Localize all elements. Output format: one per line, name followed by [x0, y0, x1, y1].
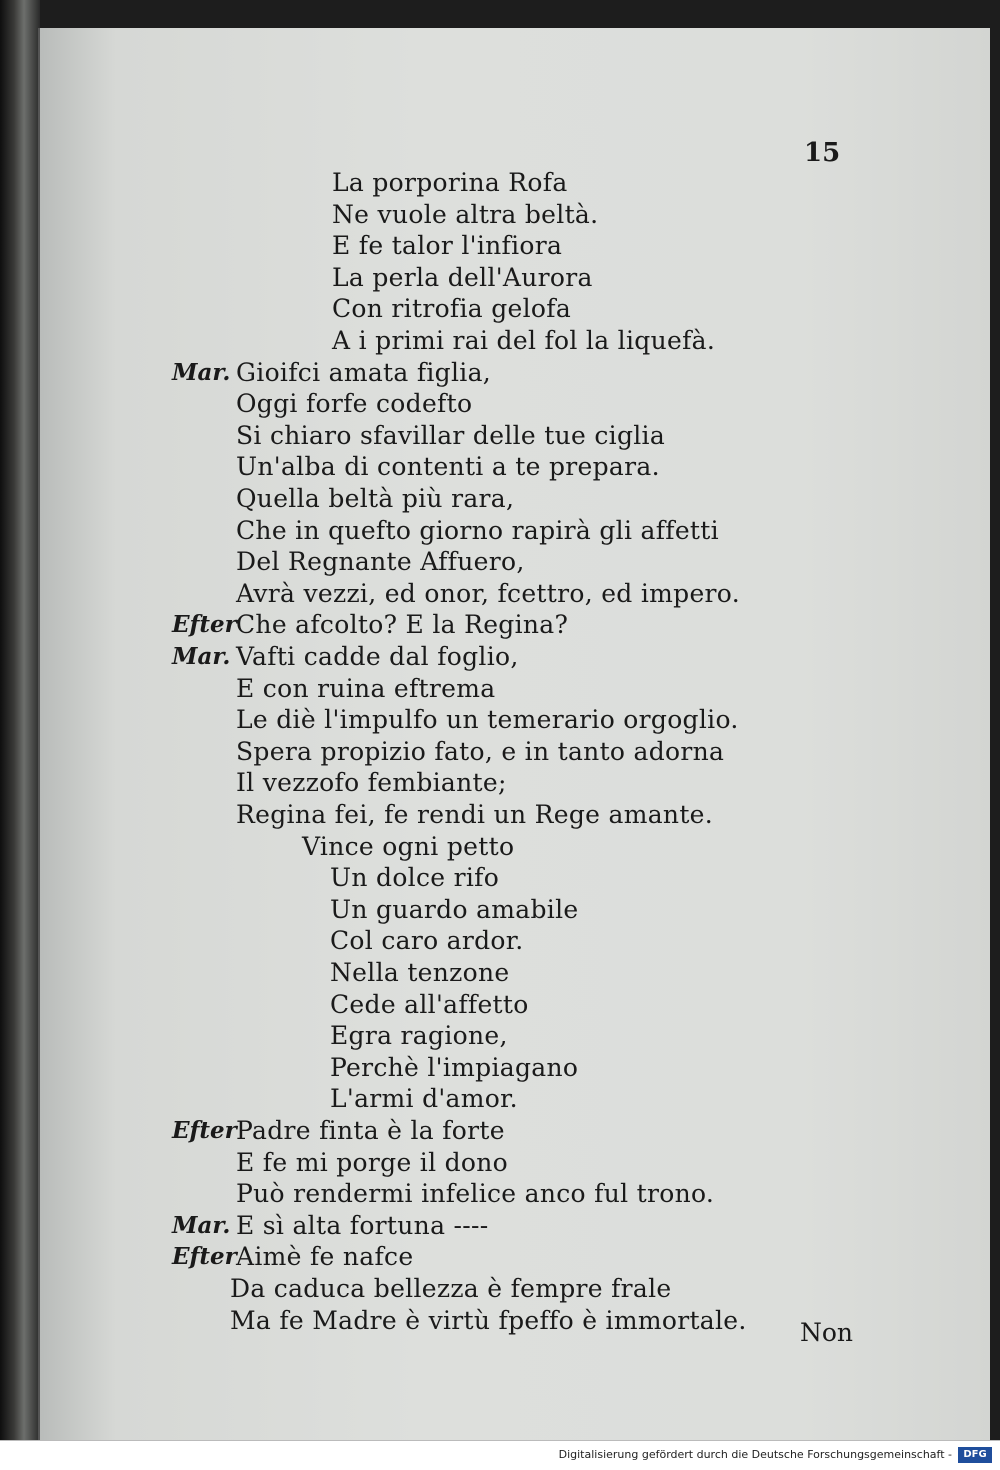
verse-line: Un'alba di contenti a te prepara. [236, 452, 660, 482]
verse-line: Nella tenzone [330, 958, 510, 987]
verse-line: Col caro ardor. [330, 926, 524, 956]
verse-line: Egra ragione, [330, 1021, 508, 1051]
verse-line: Regina fei, fe rendi un Rege amante. [236, 800, 714, 829]
verse-line: Spera propizio fato, e in tanto adorna [236, 736, 725, 766]
verse-line: Un guardo amabile [330, 894, 579, 924]
speaker-label: Mar. [172, 358, 231, 386]
speaker-label: Mar. [172, 643, 231, 670]
verse-line: Il vezzofo fembiante; [236, 768, 507, 798]
page-text [40, 28, 990, 1440]
verse-line: La porporina Rofa [332, 168, 568, 197]
verse-line: Con ritrofia gelofa [332, 294, 572, 324]
dfg-logo: DFG [958, 1447, 992, 1463]
verse-line: Cede all'affetto [330, 989, 529, 1019]
book-binding [0, 0, 40, 1440]
verse-line: Quella beltà più rara, [236, 484, 515, 513]
speaker-label: Efter [172, 1117, 237, 1144]
verse-line: La perla dell'Aurora [332, 262, 593, 292]
verse-line: E fe talor l'infiora [332, 231, 563, 261]
verse-line: Vince ogni petto [302, 831, 515, 861]
verse-line: A i primi rai del fol la liquefà. [332, 326, 716, 355]
verse-line: E sì alta fortuna ---- [236, 1210, 489, 1240]
verse-line: Del Regnante Affuero, [236, 547, 525, 577]
verse-line: Oggi forfe codefto [236, 389, 473, 419]
speaker-label: Efter [172, 611, 237, 639]
verse-line: Un dolce rifo [330, 863, 500, 893]
footer-bar [0, 1440, 1000, 1470]
verse-line: Gioifci amata figlia, [236, 357, 492, 387]
footer-credit: Digitalisierung gefördert durch die Deutsche Forschungsgemeinschaft - [558, 1448, 952, 1461]
book-page [38, 28, 990, 1440]
verse-line: Padre finta è la forte [236, 1116, 505, 1145]
verse-line: Ne vuole altra beltà. [332, 199, 599, 229]
verse-line: Può rendermi infelice anco ful trono. [236, 1179, 715, 1209]
verse-line: E fe mi porge il dono [236, 1147, 509, 1177]
verse-line: Perchè l'impiagano [330, 1052, 579, 1082]
verse-line: Le diè l'impulfo un temerario orgoglio. [236, 705, 739, 735]
verse-line: Che in quefto giorno rapirà gli affetti [236, 515, 719, 545]
verse-line: Vafti cadde dal foglio, [236, 642, 519, 671]
verse-line: Che afcolto? E la Regina? [236, 610, 569, 640]
verse-line: L'armi d'amor. [330, 1084, 518, 1114]
page-number: 15 [804, 138, 841, 168]
catchword: Non [800, 1318, 854, 1347]
speaker-label: Efter [172, 1243, 237, 1271]
speaker-label: Mar. [172, 1211, 231, 1239]
verse-line: Da caduca bellezza è fempre frale [230, 1274, 672, 1303]
verse-line: Si chiaro sfavillar delle tue ciglia [236, 420, 666, 450]
verse-line: Avrà vezzi, ed onor, fcettro, ed impero. [236, 578, 740, 608]
verse-line: Ma fe Madre è virtù fpeffo è immortale. [230, 1305, 747, 1335]
verse-line: Aimè fe nafce [236, 1242, 414, 1272]
verse-line: E con ruina eftrema [236, 673, 496, 703]
